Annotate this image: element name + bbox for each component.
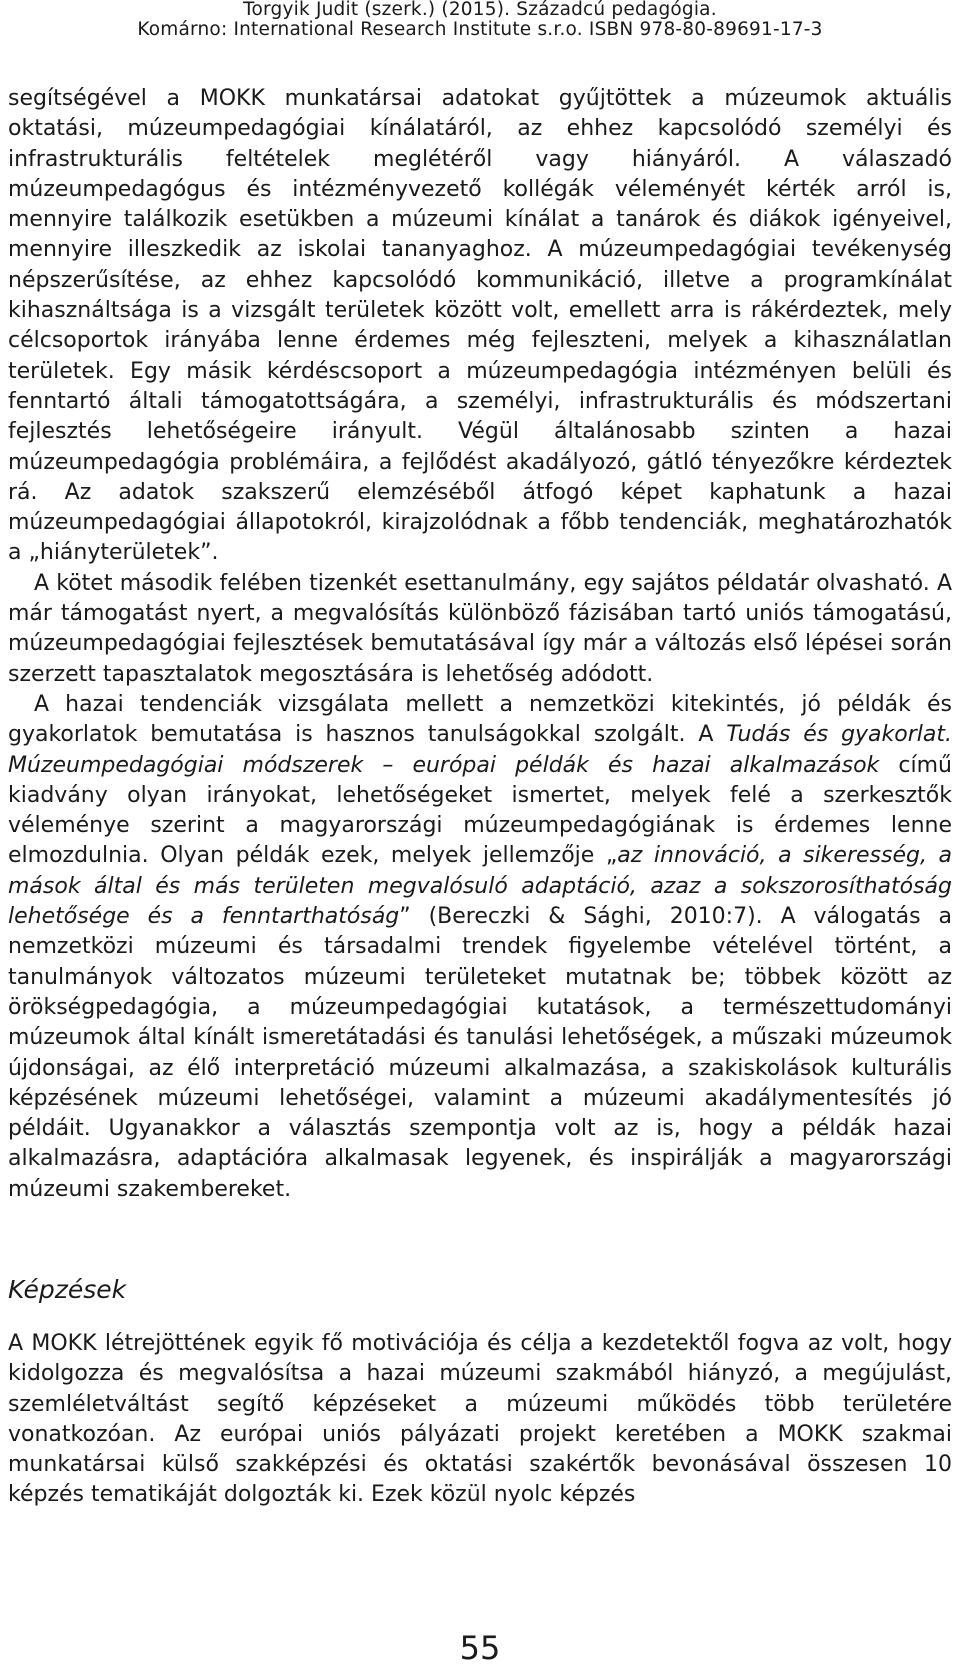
quotation: az innováció, a sikeresség, a mások által és más területen megvalósuló adaptáció, azaz a sokszorosíthatóság lehetősége és a fenntarthatóság: [8, 843, 952, 930]
text-segment: című kiadvány olyan irányokat, lehetőségeket ismertet, melyek felé a szerkesztők véleménye szerint a magyarországi múzeumpedagógiának is érdemes lenne elmozdulnia. Olyan példák ezek, melyek jellemzője „: [8, 752, 952, 869]
paragraph-survey: segítségével a MOKK munkatársai adatokat gyűjtöttek a múzeumok aktuális oktatási, múzeumpedagógiai kínálatáról, az ehhez kapcsolódó személyi és infrastrukturális feltételek meglétéről vagy hiányáról. A válaszadó múzeumpedagógus és intézményvezető kollégák véleményét kérték arról is, mennyire találkozik esetükben a múzeumi kínálat a tanárok és diákok igényeivel, mennyire illeszkedik az iskolai tananyaghoz. A múzeumpedagógiai tevékenység népszerűsítése, az ehhez kapcsolódó kommunikáció, illetve a programkínálat kihasználtsága is a vizsgált területek között volt, emellett arra is rákérdeztek, mely célcsoportok irányába lenne érdemes még fejleszteni, melyek a kihasználatlan területek. Egy másik kérdéscsoport a múzeumpedagógia intézményen belüli és fenntartó általi támogatottságára, a személyi, infrastrukturális és módszertani fejlesztés lehetőségeire irányult. Végül általánosabb szinten a hazai múzeumpedagógia problémáira, a fejlődést akadályozó, gátló tényezőkre kérdeztek rá. Az adatok szakszerű elemzéséből átfogó képet kaphatunk a hazai múzeumpedagógiai állapotokról, kirajzolódnak a főbb tendenciák, meghatározhatók a „hiányterületek”.: [8, 86, 952, 566]
running-header: [0, 0, 960, 40]
text-segment: A hazai tendenciák vizsgálata mellett a nemzetközi kitekintés, jó példák és gyakorlatok bemutatása is hasznos tanulságokkal szolgált. A: [8, 691, 952, 748]
spacer: [8, 1205, 952, 1275]
header-publisher-isbn: Komárno: International Research Institute s.r.o. ISBN 978-80-89691-17-3: [137, 19, 823, 40]
section-heading: Képzések: [8, 1274, 127, 1304]
page-body: [8, 84, 952, 1511]
header-citation: Torgyik Judit (szerk.) (2015). Századcú pedagógia.: [243, 0, 717, 20]
page-number: 55: [459, 1629, 501, 1667]
text-segment: ” (Bereczki & Sághi, 2010:7). A válogatás a nemzetközi múzeumi és társadalmi trendek figyelembe vételével történt, a tanulmányok változatos múzeumi területeket mutatnak be; többek között az örökségpedagógia, a múzeumpedagógiai kutatások, a természettudományi múzeumok által kínált ismeretátadási és tanulási lehetőségek, a műszaki múzeumok újdonságai, az élő interpretáció múzeumi alkalmazása, a szakiskolások kulturális képzésének múzeumi lehetőségei, valamint a múzeumi akadálymentesítés jó példáit. Ugyanakkor a választás szempontja volt az is, hogy a példák hazai alkalmazásra, adaptációra alkalmasak legyenek, és inspirálják a magyarországi múzeumi szakembereket.: [8, 904, 952, 1202]
paragraph-trainings: A MOKK létrejöttének egyik fő motivációja és célja a kezdetektől fogva az volt, hogy kidolgozza és megvalósítsa a hazai múzeumi szakmából hiányzó, a megújulást, szemléletváltást segítő képzéseket a múzeumi működés több területére vonatkozóan. Az európai uniós pályázati projekt keretében a MOKK szakmai munkatársai külső szakképzési és oktatási szakértők bevonásával összesen 10 képzés tematikáját dolgozták ki. Ezek közül nyolc képzés: [8, 1330, 952, 1508]
paragraph-case-studies: A kötet második felében tizenkét esettanulmány, egy sajátos példatár olvasható. A már támogatást nyert, a megvalósítás különböző fázisában tartó uniós támogatású, múzeumpedagógiai fejlesztések bemutatásával így már a változás első lépései során szerzett tapasztalatok megosztására is lehetőség adódott.: [8, 570, 952, 687]
book-title: Tudás és gyakorlat. Múzeumpedagógiai módszerek – európai példák és hazai alkalmazások: [8, 722, 952, 778]
paragraph-international: [8, 690, 952, 1205]
spacer: [8, 1305, 952, 1329]
